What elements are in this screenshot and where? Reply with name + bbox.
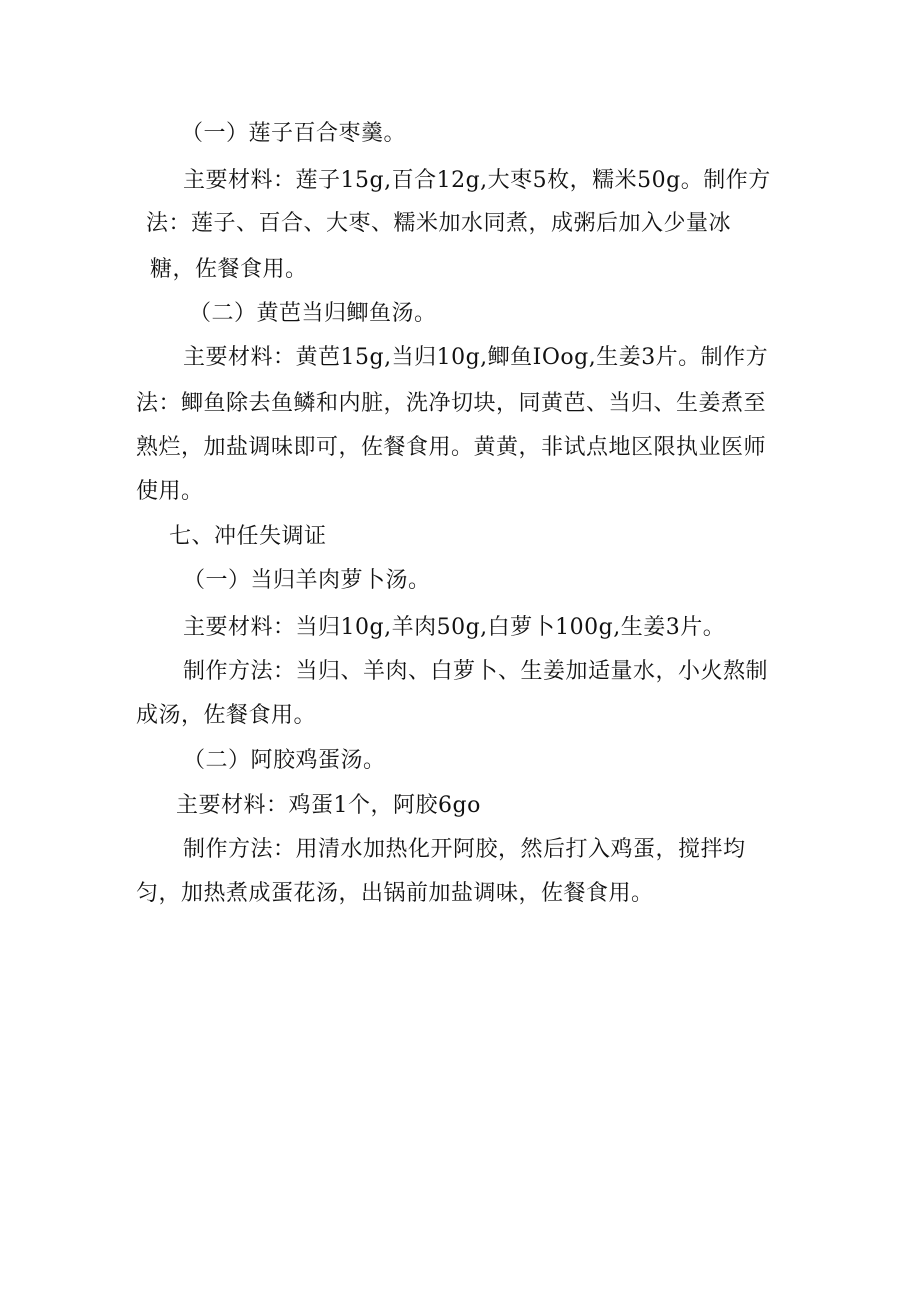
paragraph-line: 制作方法：用清水加热化开阿胶，然后打入鸡蛋，搅拌均 [183,837,746,862]
paragraph-line: 主要材料：当归10g,羊肉50g,白萝卜100g,生姜3片。 [183,615,726,640]
paragraph-line: 熟烂，加盐调味即可，佐餐食用。黄黄，非试点地区限执业医师 [136,435,767,460]
subheading-astragalus-carp-soup: （二）黄芭当归鲫鱼汤。 [189,301,437,326]
paragraph-line: 主要材料：鸡蛋1个，阿胶6go [176,793,481,818]
paragraph-line: 使用。 [136,479,204,504]
paragraph-line: 糖，佐餐食用。 [150,257,308,282]
paragraph-line: 主要材料：黄芭15g,当归10g,鲫鱼IOog,生姜3片。制作方 [183,345,769,370]
paragraph-line: 主要材料：莲子15g,百合12g,大枣5枚，糯米50g。制作方 [183,168,771,193]
paragraph-line: 法：鲫鱼除去鱼鳞和内脏，洗净切块，同黄芭、当归、生姜煮至 [136,391,767,416]
paragraph-line: 成汤，佐餐食用。 [136,703,317,728]
section-heading: 七、冲任失调证 [169,524,327,549]
subheading-angelica-mutton-radish-soup: （一）当归羊肉萝卜汤。 [183,568,431,593]
subheading-lotus-lily-jujube: （一）莲子百合枣羹。 [181,121,407,146]
subheading-donkey-gelatin-egg-soup: （二）阿胶鸡蛋汤。 [183,748,386,773]
paragraph-line: 匀，加热煮成蛋花汤，出锅前加盐调味，佐餐食用。 [136,881,654,906]
paragraph-line: 制作方法：当归、羊肉、白萝卜、生姜加适量水，小火熬制 [183,659,769,684]
paragraph-line: 法：莲子、百合、大枣、糯米加水同煮，成粥后加入少量冰 [146,211,732,236]
